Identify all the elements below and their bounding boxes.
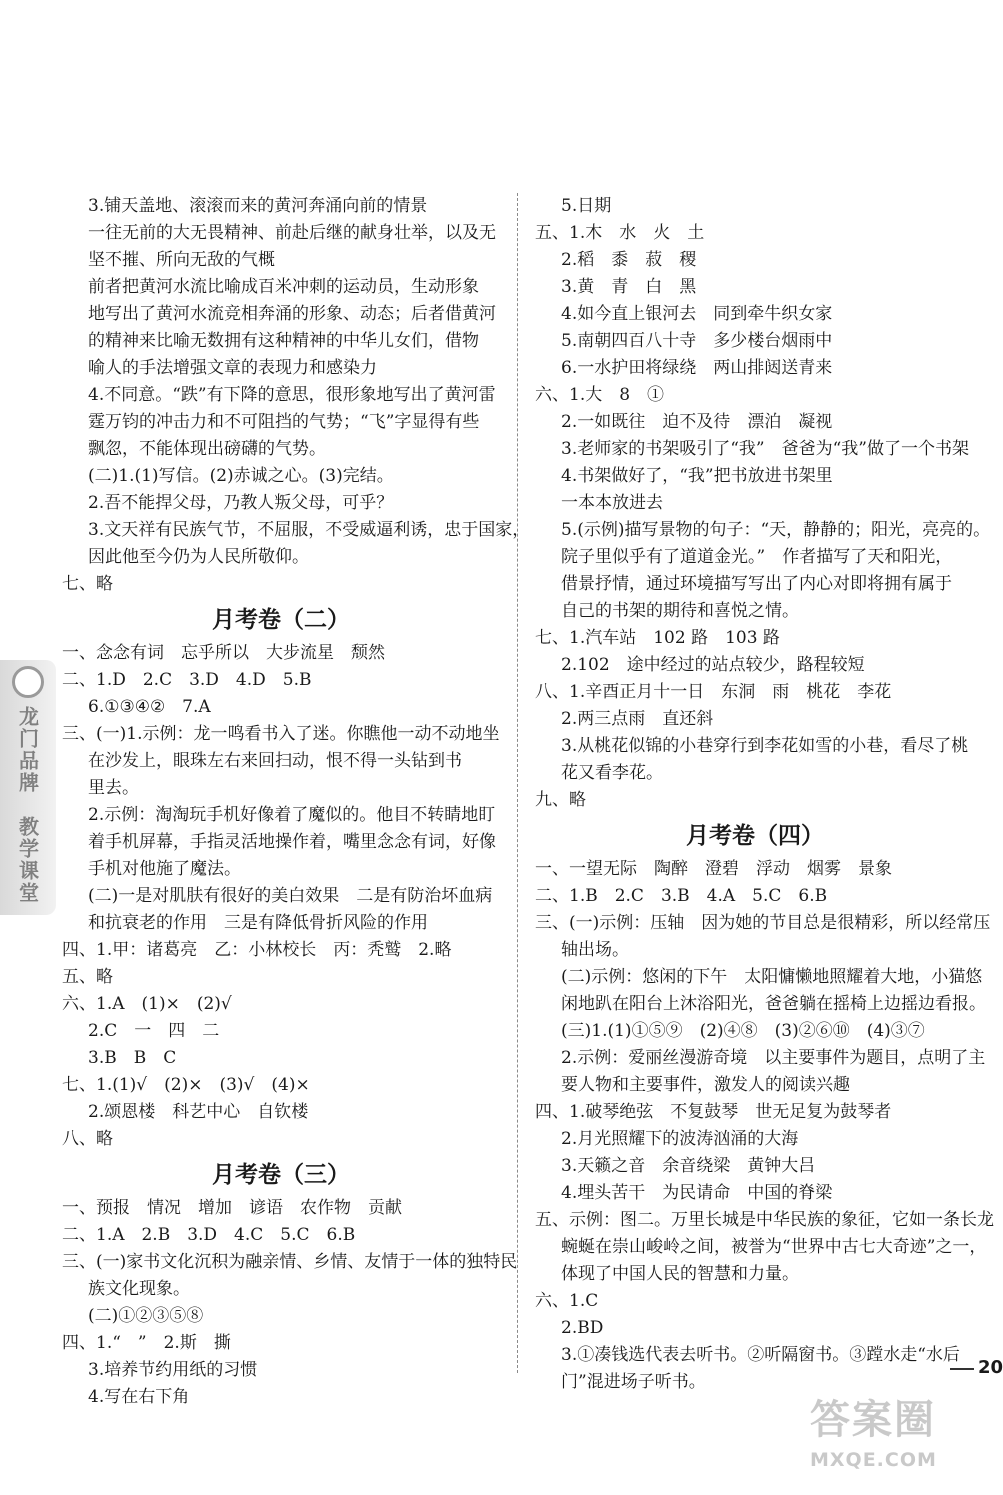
answer-line: 2.稻 黍 菽 稷 [561,250,697,270]
answer-line: 门”混进场子听书。 [561,1372,706,1392]
answer-line: 一、念念有词 忘乎所以 大步流星 颓然 [62,643,385,663]
answer-line: 二、1.B 2.C 3.B 4.A 5.C 6.B [535,886,828,906]
answer-line: 三、(一)示例：压轴 因为她的节目总是很精彩，所以经常压 [535,913,991,933]
answer-line: 6.一水护田将绿绕 两山排闼送青来 [561,358,833,378]
answer-line: 里去。 [88,778,139,798]
answer-line: 七、略 [62,574,113,594]
answer-line: 一、一望无际 陶醉 澄碧 浮动 烟雾 景象 [535,859,892,879]
answer-line: 3.黄 青 白 黑 [561,277,697,297]
answer-line: 3.铺天盖地、滚滚而来的黄河奔涌向前的情景 [88,196,428,216]
answer-line: 在沙发上，眼珠左右来回扫动，恨不得一头钻到书 [88,751,462,771]
answer-line: 的精神来比喻无数拥有这种精神的中华儿女们，借物 [88,331,479,351]
answer-line: 5.(示例)描写景物的句子：“天，静静的；阳光，亮亮的。 [561,520,991,540]
answer-line: (二)示例：悠闲的下午 太阳慵懒地照耀着大地，小猫悠 [561,967,983,987]
answer-line: 4.书架做好了，“我”把书放进书架里 [561,466,833,486]
answer-line: 要人物和主要事件，激发人的阅读兴趣 [561,1075,850,1095]
answer-line: 坚不摧、所向无敌的气概 [88,250,275,270]
answer-line: 2.一如既往 迫不及待 漂泊 凝视 [561,412,833,432]
answer-line: 5.日期 [561,196,612,216]
brand-circle-icon [12,666,44,698]
answer-line: 体现了中国人民的智慧和力量。 [561,1264,799,1284]
answer-line: (二)①②③⑤⑧ [88,1306,204,1326]
section-heading: 月考卷（三） [212,1162,350,1188]
answer-line: 轴出场。 [561,940,629,960]
answer-line: 借景抒情，通过环境描写写出了内心对即将拥有属于 [561,574,952,594]
answer-line: 八、略 [62,1129,113,1149]
answer-line: 6.①③④② 7.A [88,697,211,717]
answer-line: 3.①凑钱选代表去听书。②听隔窗书。③蹚水走“水后 [561,1345,960,1365]
page-number: 20 [978,1357,1003,1378]
answer-line: 手机对他施了魔法。 [88,859,241,879]
answer-line: (二)一是对肌肤有很好的美白效果 二是有防治坏血病 [88,886,493,906]
answer-line: 2.102 途中经过的站点较少，路程较短 [561,655,865,675]
answer-line: 五、1.木 水 火 土 [535,223,705,243]
column-divider [517,193,518,1373]
answer-line: 一往无前的大无畏精神、前赴后继的献身壮举，以及无 [88,223,496,243]
answer-line: 5.南朝四百八十寺 多少楼台烟雨中 [561,331,833,351]
answer-line: 2.BD [561,1318,604,1338]
answer-line: 2.吾不能捍父母，乃教人叛父母，可乎？ [88,493,394,513]
answer-line: 3.B B C [88,1048,177,1068]
answer-line: (二)1.(1)写信。(2)赤诚之心。(3)完结。 [88,466,394,486]
answer-line: 因此他至今仍为人民所敬仰。 [88,547,309,567]
watermark-logo [810,1395,990,1490]
answer-line: 和抗衰老的作用 三是有降低骨折风险的作用 [88,913,428,933]
answer-line: 霆万钧的冲击力和不可阻挡的气势；“飞”字显得有些 [88,412,480,432]
answer-line: 一本本放进去 [561,493,663,513]
answer-line: 六、1.C [535,1291,599,1311]
answer-line: 四、1.破琴绝弦 不复鼓琴 世无足复为鼓琴者 [535,1102,892,1122]
answer-line: 4.不同意。“跌”有下降的意思，很形象地写出了黄河雷 [88,385,496,405]
answer-line: 六、1.A (1)× (2)√ [62,994,232,1014]
answer-line: 4.如今直上银河去 同到牵牛织女家 [561,304,833,324]
answer-line: 三、(一)家书文化沉积为融亲情、乡情、友情于一体的独特民 [62,1252,518,1272]
answer-line: 着手机屏幕，手指灵活地操作着，嘴里念念有词，好像 [88,832,496,852]
watermark-logo-text: 答案圈 [810,1397,936,1443]
answer-line: 七、1.(1)√ (2)× (3)√ (4)× [62,1075,310,1095]
answer-line: 2.月光照耀下的波涛汹涌的大海 [561,1129,799,1149]
answer-line: 花又看李花。 [561,763,663,783]
answer-line: 族文化现象。 [88,1279,190,1299]
side-brand-tab [0,660,56,915]
answer-line: 喻人的手法增强文章的表现力和感染力 [88,358,377,378]
answer-line: 九、略 [535,790,586,810]
answer-line: 3.培养节约用纸的习惯 [88,1360,258,1380]
answer-line: 3.老师家的书架吸引了“我” 爸爸为“我”做了一个书架 [561,439,969,459]
answer-line: 2.示例：爱丽丝漫游奇境 以主要事件为题目，点明了主 [561,1048,986,1068]
answer-line: (三)1.(1)①⑤⑨ (2)④⑧ (3)②⑥⑩ (4)③⑦ [561,1021,925,1041]
answer-line: 四、1.甲：诸葛亮 乙：小林校长 丙：秃鹫 2.略 [62,940,452,960]
answer-line: 五、略 [62,967,113,987]
answer-line: 地写出了黄河水流竞相奔涌的形象、动态；后者借黄河 [88,304,496,324]
answer-line: 蜿蜒在崇山峻岭之间，被誉为“世界中古七大奇迹”之一， [561,1237,987,1257]
answer-line: 四、1.“ ” 2.斯 撕 [62,1333,231,1353]
answer-line: 2.C 一 四 二 [88,1021,220,1041]
answer-line: 七、1.汽车站 102 路 103 路 [535,628,780,648]
answer-line: 4.写在右下角 [88,1387,190,1407]
watermark-logo-url: MXQE.COM [810,1449,937,1471]
answer-line: 3.天籁之音 余音绕梁 黄钟大吕 [561,1156,816,1176]
section-heading: 月考卷（二） [212,607,350,633]
answer-line: 三、(一)1.示例：龙一鸣看书入了迷。你瞧他一动不动地坐 [62,724,500,744]
answer-line: 3.文天祥有民族气节，不屈服，不受威逼利诱，忠于国家， [88,520,530,540]
answer-line: 二、1.A 2.B 3.D 4.C 5.C 6.B [62,1225,356,1245]
answer-line: 2.示例：淘淘玩手机好像着了魔似的。他目不转睛地盯 [88,805,496,825]
answer-line: 2.两三点雨 直还斜 [561,709,714,729]
answer-line: 院子里似乎有了道道金光。” 作者描写了天和阳光， [561,547,953,567]
answer-line: 八、1.辛酉正月十一日 东洞 雨 桃花 李花 [535,682,892,702]
answer-line: 六、1.大 8 ① [535,385,665,405]
answer-line: 3.从桃花似锦的小巷穿行到李花如雪的小巷，看尽了桃 [561,736,969,756]
left-column [62,193,530,1411]
section-heading: 月考卷（四） [686,823,824,849]
answer-line: 飘忽，不能体现出磅礴的气势。 [88,439,326,459]
answer-line: 自己的书架的期待和喜悦之情。 [561,601,799,621]
answer-line: 闲地趴在阳台上沐浴阳光，爸爸躺在摇椅上边摇边看报。 [561,994,986,1014]
answer-line: 一、预报 情况 增加 谚语 农作物 贡献 [62,1198,402,1218]
answer-line: 二、1.D 2.C 3.D 4.D 5.B [62,670,312,690]
page-number-dash [950,1368,974,1370]
side-brand-text: 龙门品牌 教学课堂 [15,706,40,904]
answer-line: 前者把黄河水流比喻成百米冲刺的运动员，生动形象 [88,277,479,297]
answer-line: 五、示例：图二。万里长城是中华民族的象征，它如一条长龙 [535,1210,994,1230]
answer-line: 2.颂恩楼 科艺中心 自钦楼 [88,1102,309,1122]
answer-line: 4.埋头苦干 为民请命 中国的脊梁 [561,1183,833,1203]
